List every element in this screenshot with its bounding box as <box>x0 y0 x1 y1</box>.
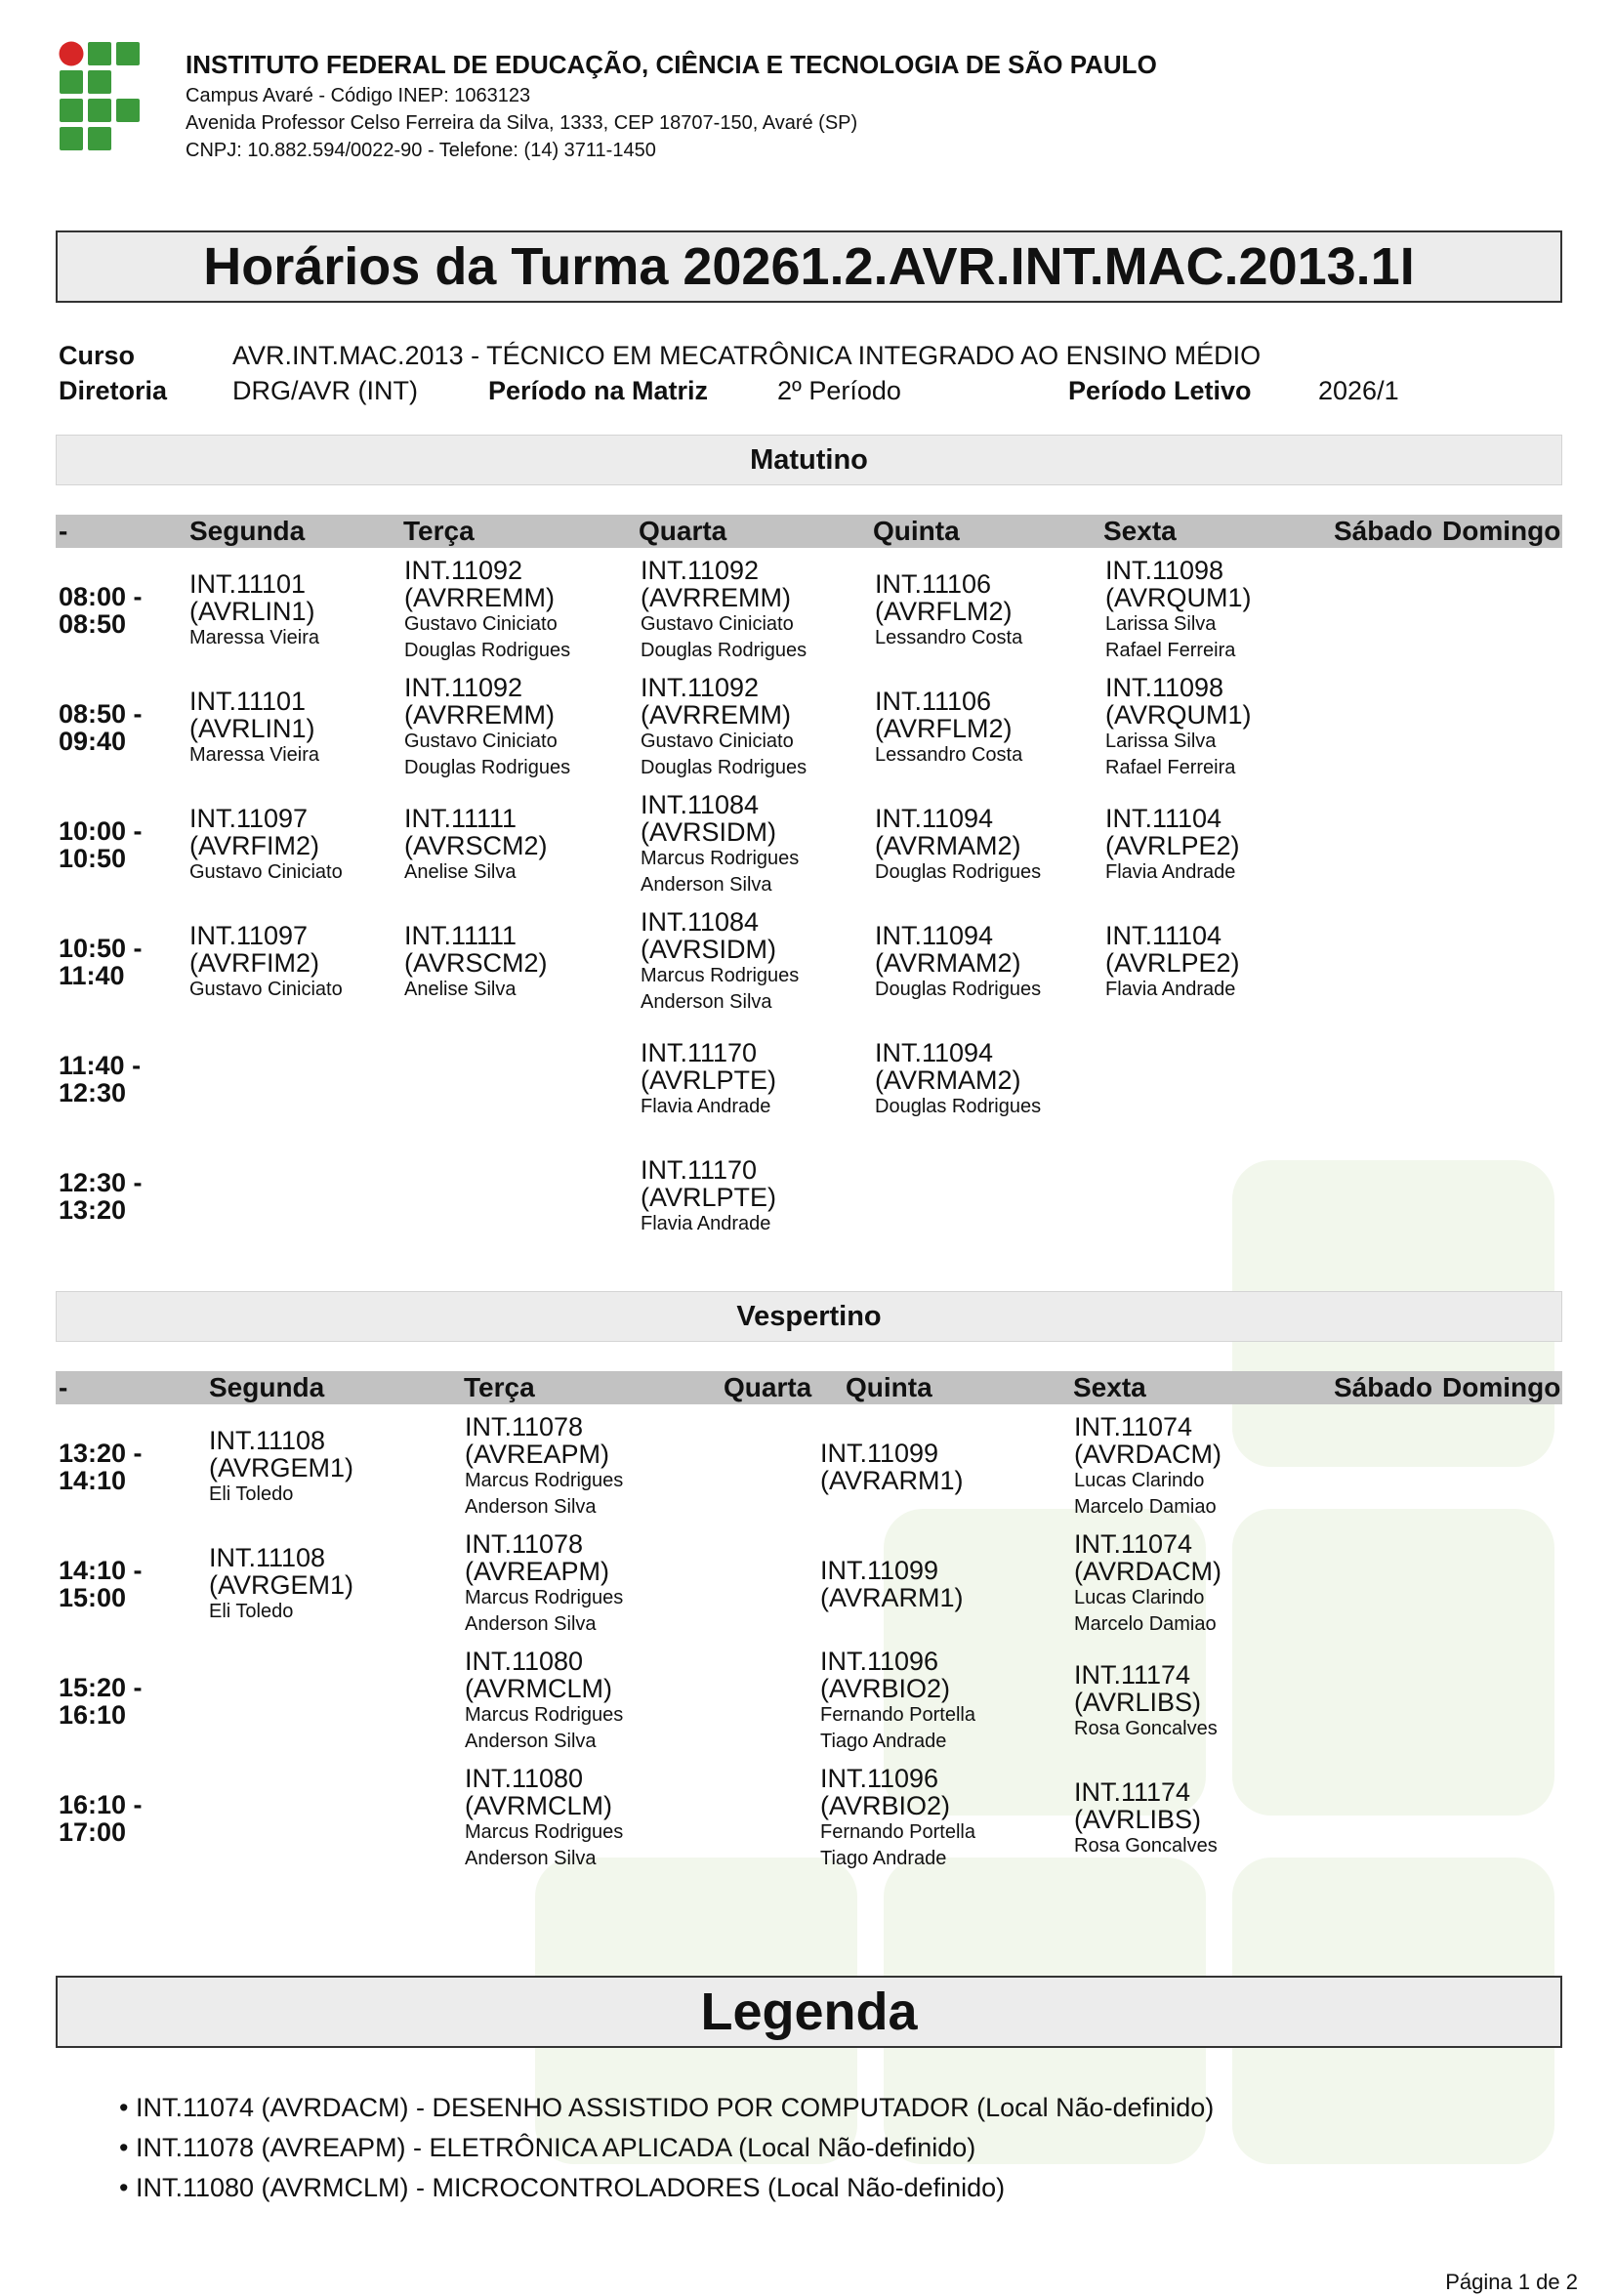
day-header-segunda: Segunda <box>209 1372 325 1402</box>
class-code: INT.11106 <box>875 687 992 716</box>
class-acronym: (AVRSIDM) <box>641 817 776 847</box>
class-code: INT.11111 <box>404 921 518 950</box>
teacher-name: Gustavo Ciniciato <box>404 731 558 752</box>
teacher-name: Flavia Andrade <box>1105 861 1236 883</box>
teacher-name: Lessandro Costa <box>875 744 1023 766</box>
matutino-section-title: Matutino <box>56 435 1562 485</box>
day-header-segunda: Segunda <box>189 516 306 546</box>
page-title: Horários da Turma 20261.2.AVR.INT.MAC.2013.1I <box>56 230 1562 303</box>
class-cell <box>1074 1778 1299 1859</box>
class-cell <box>189 688 414 769</box>
class-cell <box>1105 557 1330 664</box>
periodo-letivo-value: 2026/1 <box>1318 376 1399 405</box>
class-code: INT.11106 <box>875 569 992 599</box>
class-cell <box>189 570 414 651</box>
vespertino-day-header <box>56 1371 1562 1404</box>
time-slot: 13:20 - 14:10 <box>59 1439 143 1495</box>
day-header-sexta: Sexta <box>1073 1372 1146 1402</box>
teacher-name: Rosa Goncalves <box>1074 1718 1218 1739</box>
time-slot: 11:40 - 12:30 <box>59 1051 142 1107</box>
day-header-quinta: Quinta <box>873 516 960 546</box>
class-code: INT.11092 <box>404 556 523 585</box>
teacher-name: Anelise Silva <box>404 861 517 883</box>
class-code: INT.11080 <box>465 1647 584 1676</box>
class-acronym: (AVRSCM2) <box>404 831 548 860</box>
class-code: INT.11097 <box>189 804 309 833</box>
class-code: INT.11101 <box>189 687 307 716</box>
time-slot: 14:10 - 15:00 <box>59 1556 143 1612</box>
periodo-matriz-label: Período na Matriz <box>488 376 709 405</box>
class-code: INT.11098 <box>1105 673 1224 702</box>
diretoria-value: DRG/AVR (INT) <box>232 376 418 405</box>
class-acronym: (AVRDACM) <box>1074 1557 1222 1586</box>
if-logo-icon <box>59 41 141 152</box>
class-code: INT.11099 <box>820 1439 939 1468</box>
class-cell <box>820 1440 1045 1494</box>
class-acronym: (AVRFLM2) <box>875 597 1013 626</box>
class-code: INT.11108 <box>209 1543 326 1572</box>
day-header-terca: Terça <box>464 1372 535 1402</box>
class-code: INT.11074 <box>1074 1529 1193 1559</box>
teacher-name: Marcus Rodrigues <box>465 1470 624 1491</box>
teacher-name: Eli Toledo <box>209 1483 294 1505</box>
vespertino-section-title: Vespertino <box>56 1291 1562 1342</box>
class-code: INT.11078 <box>465 1529 584 1559</box>
time-slot: 08:50 - 09:40 <box>59 699 143 756</box>
teacher-name: Anderson Silva <box>465 1731 597 1752</box>
class-code: INT.11092 <box>641 556 760 585</box>
teacher-name: Anderson Silva <box>465 1613 597 1635</box>
teacher-name: Flavia Andrade <box>641 1213 771 1234</box>
day-header-quinta: Quinta <box>846 1372 932 1402</box>
class-acronym: (AVRLPE2) <box>1105 948 1240 978</box>
class-code: INT.11108 <box>209 1426 326 1455</box>
periodo-letivo-label: Período Letivo <box>1068 376 1252 405</box>
class-acronym: (AVRMAM2) <box>875 948 1021 978</box>
class-acronym: (AVRLIBS) <box>1074 1805 1202 1834</box>
class-cell <box>404 922 629 1003</box>
class-code: INT.11078 <box>465 1412 584 1441</box>
teacher-name: Rosa Goncalves <box>1074 1835 1218 1857</box>
teacher-name: Tiago Andrade <box>820 1731 947 1752</box>
periodo-matriz-value: 2º Período <box>777 376 901 405</box>
teacher-name: Eli Toledo <box>209 1601 294 1622</box>
class-acronym: (AVRARM1) <box>820 1583 964 1612</box>
class-acronym: (AVRLPTE) <box>641 1065 777 1095</box>
class-acronym: (AVRLIN1) <box>189 597 315 626</box>
teacher-name: Rafael Ferreira <box>1105 757 1236 778</box>
class-cell <box>875 688 1099 769</box>
class-acronym: (AVRMCLM) <box>465 1674 612 1703</box>
teacher-name: Fernando Portella <box>820 1704 975 1726</box>
class-acronym: (AVRGEM1) <box>209 1570 354 1600</box>
class-code: INT.11098 <box>1105 556 1224 585</box>
class-code: INT.11111 <box>404 804 518 833</box>
class-cell <box>641 1039 865 1120</box>
class-acronym: (AVRQUM1) <box>1105 700 1252 730</box>
class-cell <box>189 805 414 886</box>
day-header-terca: Terça <box>403 516 475 546</box>
legend-item: • INT.11078 (AVREAPM) - ELETRÔNICA APLICADA (Local Não-definido) <box>119 2133 976 2162</box>
teacher-name: Douglas Rodrigues <box>875 979 1042 1000</box>
class-acronym: (AVRMCLM) <box>465 1791 612 1820</box>
day-header-sabado: Sábado <box>1334 1372 1433 1402</box>
class-cell <box>820 1557 1045 1611</box>
teacher-name: Gustavo Ciniciato <box>404 613 558 635</box>
teacher-name: Anelise Silva <box>404 979 517 1000</box>
class-cell <box>189 922 414 1003</box>
day-header-quarta: Quarta <box>724 1372 812 1402</box>
teacher-name: Douglas Rodrigues <box>875 1096 1042 1117</box>
class-acronym: (AVRSCM2) <box>404 948 548 978</box>
time-slot: 12:30 - 13:20 <box>59 1168 143 1225</box>
teacher-name: Marcus Rodrigues <box>641 965 800 986</box>
class-acronym: (AVRBIO2) <box>820 1674 951 1703</box>
teacher-name: Lucas Clarindo <box>1074 1587 1205 1608</box>
class-cell <box>641 908 865 1016</box>
time-slot: 10:00 - 10:50 <box>59 816 143 873</box>
class-code: INT.11174 <box>1074 1777 1191 1807</box>
day-header-domingo: Domingo <box>1442 516 1561 546</box>
class-acronym: (AVRDACM) <box>1074 1440 1222 1469</box>
class-acronym: (AVRREMM) <box>641 583 791 612</box>
teacher-name: Marcus Rodrigues <box>641 848 800 869</box>
class-cell <box>209 1544 434 1625</box>
class-cell <box>875 1039 1099 1120</box>
teacher-name: Maressa Vieira <box>189 744 320 766</box>
day-header-sabado: Sábado <box>1334 516 1433 546</box>
teacher-name: Marcus Rodrigues <box>465 1821 624 1843</box>
day-header-time: - <box>59 1372 68 1402</box>
class-code: INT.11104 <box>1105 804 1222 833</box>
teacher-name: Marcelo Damiao <box>1074 1496 1217 1518</box>
class-code: INT.11092 <box>404 673 523 702</box>
teacher-name: Douglas Rodrigues <box>875 861 1042 883</box>
teacher-name: Marcus Rodrigues <box>465 1587 624 1608</box>
class-acronym: (AVRLIN1) <box>189 714 315 743</box>
class-cell <box>404 557 629 664</box>
day-header-domingo: Domingo <box>1442 1372 1561 1402</box>
class-acronym: (AVRBIO2) <box>820 1791 951 1820</box>
class-cell <box>1074 1413 1299 1521</box>
class-code: INT.11104 <box>1105 921 1222 950</box>
class-code: INT.11080 <box>465 1764 584 1793</box>
class-acronym: (AVRARM1) <box>820 1466 964 1495</box>
teacher-name: Larissa Silva <box>1105 613 1217 635</box>
curso-label: Curso <box>59 341 136 370</box>
teacher-name: Marcus Rodrigues <box>465 1704 624 1726</box>
class-cell <box>641 557 865 664</box>
class-code: INT.11099 <box>820 1556 939 1585</box>
legend-item: • INT.11074 (AVRDACM) - DESENHO ASSISTIDO POR COMPUTADOR (Local Não-definido) <box>119 2093 1215 2122</box>
class-cell <box>404 805 629 886</box>
class-cell <box>465 1530 689 1638</box>
teacher-name: Gustavo Ciniciato <box>641 731 794 752</box>
teacher-name: Gustavo Ciniciato <box>189 861 343 883</box>
teacher-name: Fernando Portella <box>820 1821 975 1843</box>
class-code: INT.11096 <box>820 1647 939 1676</box>
legend-title: Legenda <box>56 1976 1562 2048</box>
class-acronym: (AVRREMM) <box>404 700 555 730</box>
teacher-name: Larissa Silva <box>1105 731 1217 752</box>
time-slot: 08:00 - 08:50 <box>59 582 143 639</box>
class-code: INT.11094 <box>875 1038 994 1067</box>
day-header-time: - <box>59 516 68 546</box>
page-number: Página 1 de 2 <box>1445 2270 1578 2294</box>
class-code: INT.11092 <box>641 673 760 702</box>
teacher-name: Gustavo Ciniciato <box>189 979 343 1000</box>
teacher-name: Tiago Andrade <box>820 1848 947 1869</box>
class-cell <box>1105 674 1330 781</box>
teacher-name: Lucas Clarindo <box>1074 1470 1205 1491</box>
class-acronym: (AVREAPM) <box>465 1440 610 1469</box>
class-code: INT.11084 <box>641 907 760 937</box>
day-header-quarta: Quarta <box>639 516 727 546</box>
legend-list <box>119 2088 1214 2208</box>
matutino-day-header <box>56 515 1562 548</box>
class-acronym: (AVRMAM2) <box>875 1065 1021 1095</box>
class-code: INT.11174 <box>1074 1660 1191 1690</box>
teacher-name: Gustavo Ciniciato <box>641 613 794 635</box>
class-cell <box>641 1156 865 1237</box>
institution-name: INSTITUTO FEDERAL DE EDUCAÇÃO, CIÊNCIA E TECNOLOGIA DE SÃO PAULO <box>186 50 1157 79</box>
teacher-name: Douglas Rodrigues <box>641 757 808 778</box>
class-acronym: (AVRLIBS) <box>1074 1688 1202 1717</box>
teacher-name: Lessandro Costa <box>875 627 1023 648</box>
class-acronym: (AVREAPM) <box>465 1557 610 1586</box>
class-code: INT.11170 <box>641 1038 758 1067</box>
institution-header <box>186 47 1157 164</box>
teacher-name: Flavia Andrade <box>1105 979 1236 1000</box>
class-cell <box>404 674 629 781</box>
class-cell <box>1074 1661 1299 1742</box>
class-acronym: (AVRFIM2) <box>189 948 319 978</box>
teacher-name: Douglas Rodrigues <box>641 640 808 661</box>
teacher-name: Flavia Andrade <box>641 1096 771 1117</box>
class-cell <box>875 805 1099 886</box>
time-slot: 16:10 - 17:00 <box>59 1790 143 1847</box>
class-cell <box>465 1413 689 1521</box>
class-cell <box>641 674 865 781</box>
class-cell <box>465 1648 689 1755</box>
day-header-sexta: Sexta <box>1103 516 1177 546</box>
class-cell <box>875 570 1099 651</box>
curso-value: AVR.INT.MAC.2013 - TÉCNICO EM MECATRÔNICA INTEGRADO AO ENSINO MÉDIO <box>232 341 1262 370</box>
teacher-name: Anderson Silva <box>641 991 772 1013</box>
class-cell <box>641 791 865 898</box>
time-slot: 15:20 - 16:10 <box>59 1673 143 1730</box>
class-code: INT.11096 <box>820 1764 939 1793</box>
class-code: INT.11170 <box>641 1155 758 1185</box>
institution-campus: Campus Avaré - Código INEP: 1063123 <box>186 85 531 106</box>
class-acronym: (AVRREMM) <box>641 700 791 730</box>
teacher-name: Anderson Silva <box>641 874 772 896</box>
legend-item: • INT.11080 (AVRMCLM) - MICROCONTROLADORES (Local Não-definido) <box>119 2173 1006 2202</box>
class-acronym: (AVRSIDM) <box>641 935 776 964</box>
class-acronym: (AVRFIM2) <box>189 831 319 860</box>
course-info <box>59 338 1562 408</box>
diretoria-label: Diretoria <box>59 376 168 405</box>
teacher-name: Marcelo Damiao <box>1074 1613 1217 1635</box>
class-cell <box>875 922 1099 1003</box>
teacher-name: Douglas Rodrigues <box>404 640 571 661</box>
teacher-name: Rafael Ferreira <box>1105 640 1236 661</box>
class-cell <box>1074 1530 1299 1638</box>
class-acronym: (AVRFLM2) <box>875 714 1013 743</box>
teacher-name: Douglas Rodrigues <box>404 757 571 778</box>
class-cell <box>820 1648 1045 1755</box>
class-acronym: (AVRMAM2) <box>875 831 1021 860</box>
class-cell <box>1105 922 1330 1003</box>
institution-contact: CNPJ: 10.882.594/0022-90 - Telefone: (14) 3711-1450 <box>186 140 656 161</box>
teacher-name: Maressa Vieira <box>189 627 320 648</box>
class-acronym: (AVRLPE2) <box>1105 831 1240 860</box>
class-acronym: (AVRGEM1) <box>209 1453 354 1482</box>
class-code: INT.11074 <box>1074 1412 1193 1441</box>
class-cell <box>820 1765 1045 1872</box>
class-code: INT.11097 <box>189 921 309 950</box>
class-code: INT.11084 <box>641 790 760 819</box>
institution-address: Avenida Professor Celso Ferreira da Silva, 1333, CEP 18707-150, Avaré (SP) <box>186 112 858 134</box>
class-acronym: (AVRLPTE) <box>641 1183 777 1212</box>
class-acronym: (AVRQUM1) <box>1105 583 1252 612</box>
teacher-name: Anderson Silva <box>465 1496 597 1518</box>
class-cell <box>465 1765 689 1872</box>
teacher-name: Anderson Silva <box>465 1848 597 1869</box>
class-code: INT.11101 <box>189 569 307 599</box>
time-slot: 10:50 - 11:40 <box>59 934 143 990</box>
class-cell <box>1105 805 1330 886</box>
class-code: INT.11094 <box>875 921 994 950</box>
class-cell <box>209 1427 434 1508</box>
class-acronym: (AVRREMM) <box>404 583 555 612</box>
class-code: INT.11094 <box>875 804 994 833</box>
